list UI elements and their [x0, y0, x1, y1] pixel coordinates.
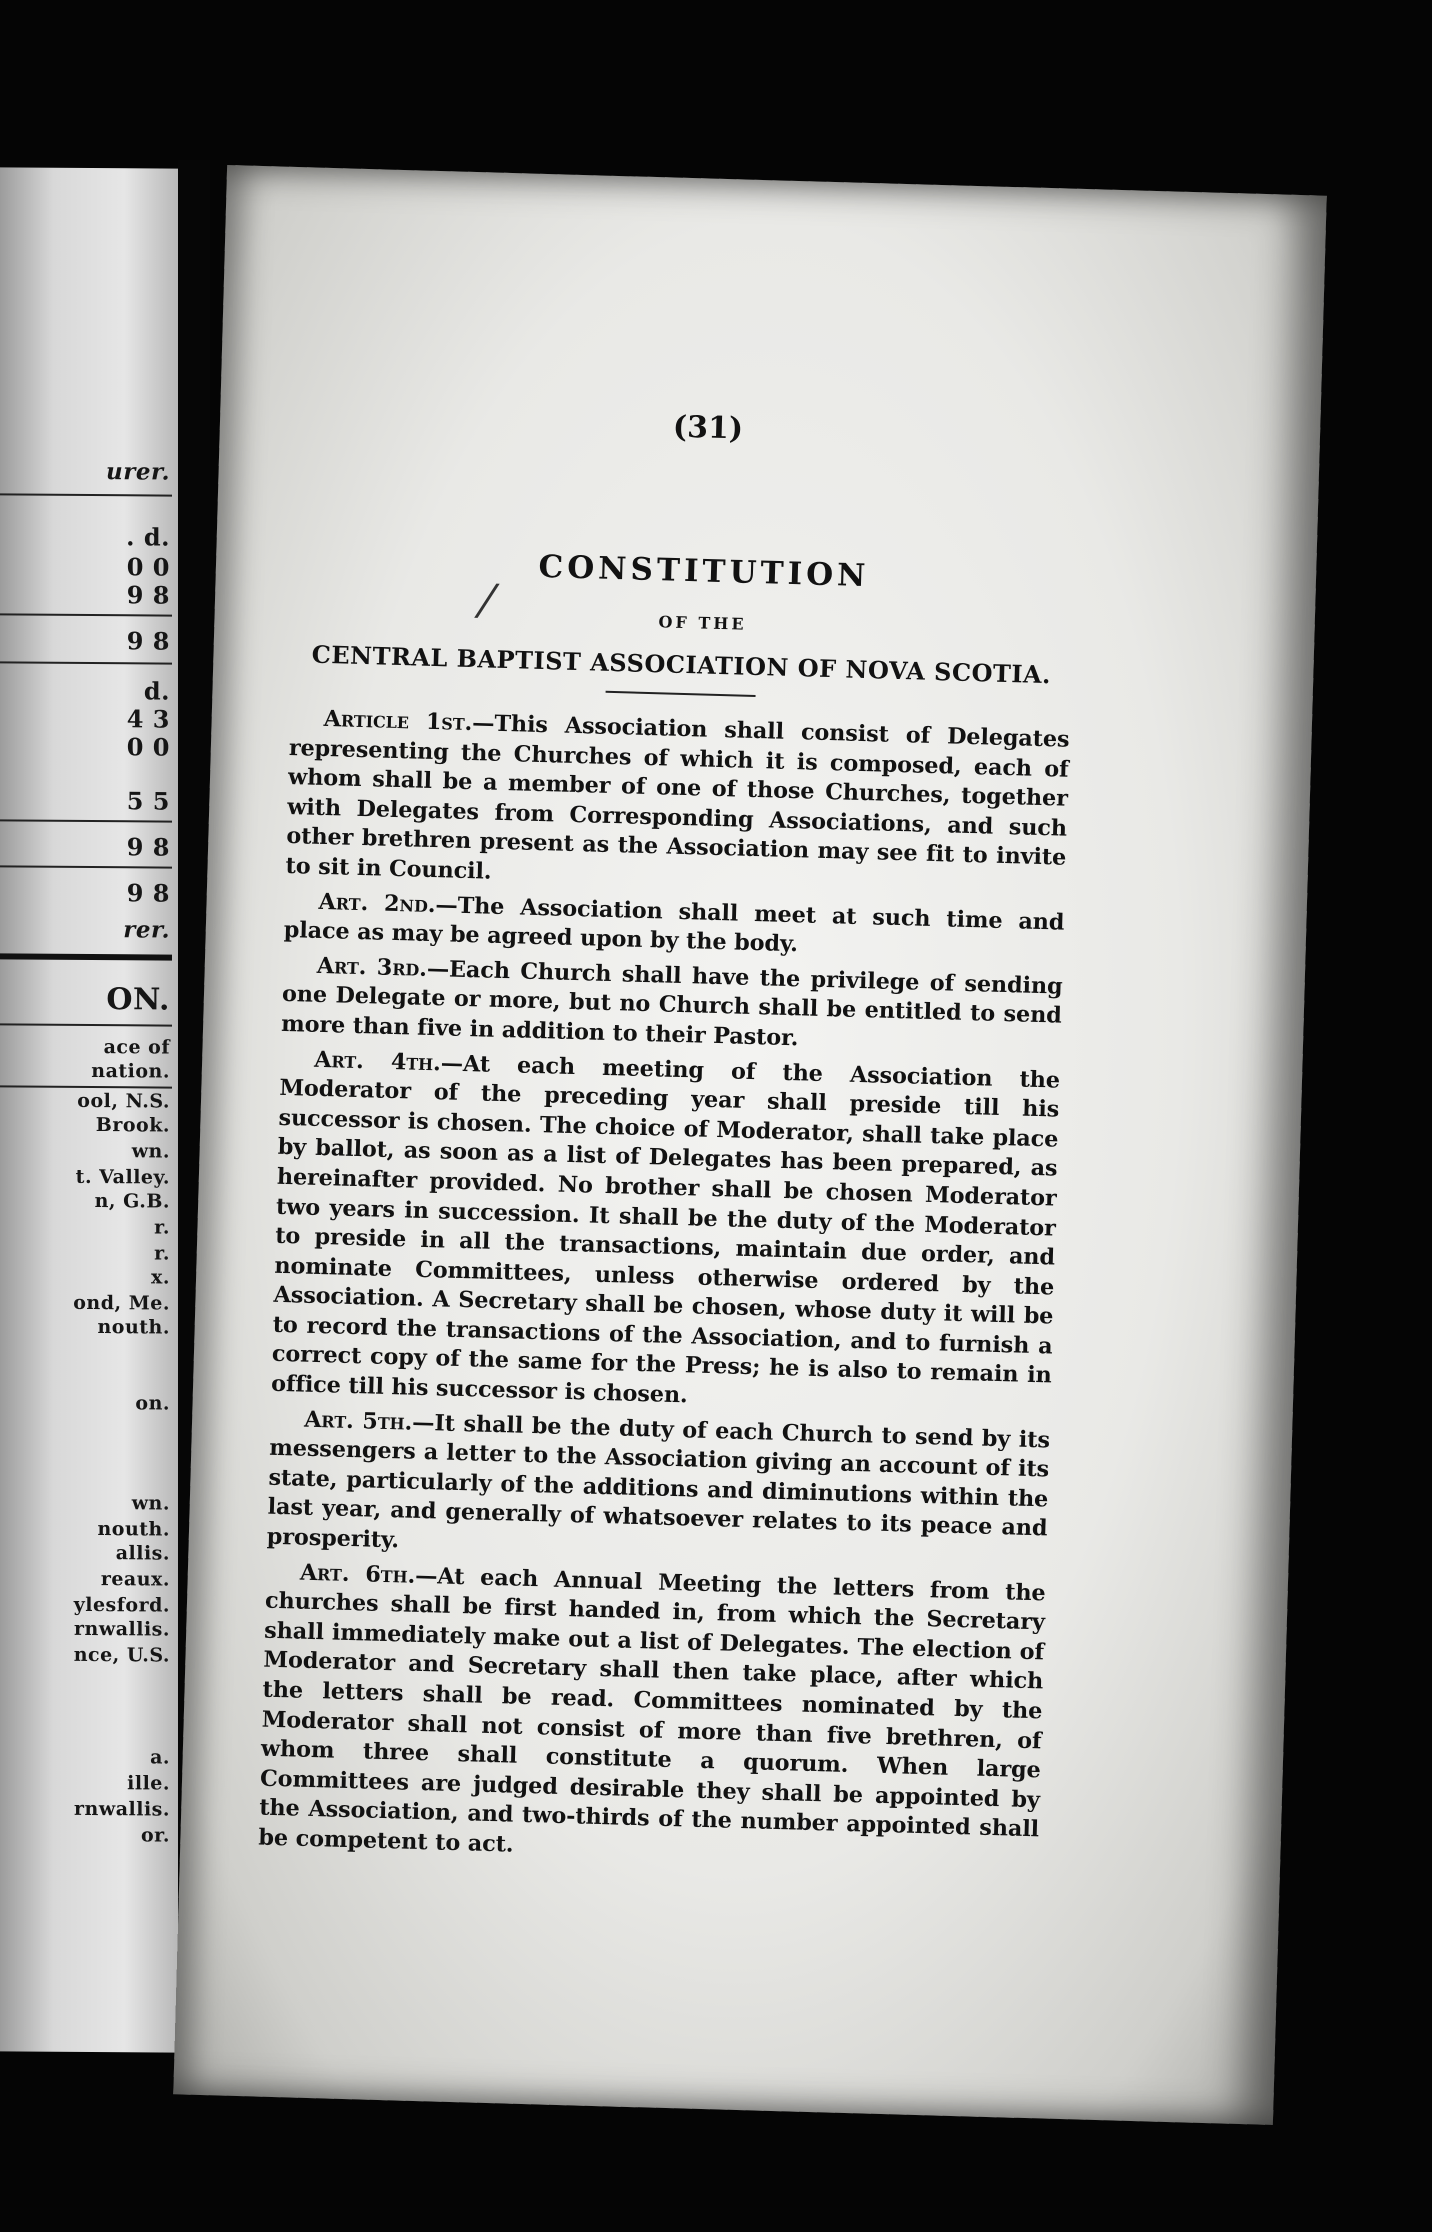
left-line: r. [154, 1216, 170, 1239]
title-connector: OF THE [658, 612, 747, 634]
left-line: a. [150, 1746, 170, 1769]
article-lead: Art. 3rd. [316, 952, 428, 982]
left-line: . d. [126, 522, 170, 552]
pencil-mark: ⁄ [482, 574, 492, 629]
article-lead: Article 1st. [323, 705, 473, 737]
left-line: ool, N.S. [77, 1089, 170, 1113]
article-lead: Art. 6th. [299, 1559, 416, 1589]
left-line: rnwallis. [74, 1617, 170, 1641]
left-line: ace of [103, 1036, 170, 1059]
left-line: ond, Me. [73, 1291, 170, 1315]
article-6 [258, 1557, 1046, 1875]
left-line: on. [135, 1392, 170, 1415]
left-line: x. [151, 1266, 170, 1289]
page-content [258, 399, 1078, 1880]
left-line: rer. [123, 916, 170, 944]
article-lead: Art. 5th. [303, 1406, 413, 1436]
left-line: wn. [131, 1140, 170, 1163]
left-line: Brook. [95, 1114, 170, 1137]
left-line: d. [143, 676, 170, 706]
page-number: (31) [672, 409, 744, 447]
left-line: ON. [106, 982, 170, 1018]
left-line: rnwallis. [74, 1797, 170, 1821]
book-page [173, 165, 1326, 2125]
divider [0, 1085, 172, 1088]
article-5 [266, 1404, 1050, 1574]
left-line: ille. [127, 1772, 170, 1795]
left-line: 0 0 [126, 552, 170, 582]
divider [0, 953, 172, 960]
article-lead: Art. 4th. [313, 1046, 442, 1076]
article-text: —At each meeting of the Association the Moderator of the preceding year shall preside till his successor is chosen. The choice of Moderator, shall take place by ballot, as soon as a list of Delegates has been prepared, as hereinafter provided. No brother shall be chosen Moderator two years in succession. It shall be the duty of the Moderator to preside in all the transactions, maintain due order, and nominate Committees, unless otherwise ordered by the Association. A Secretary shall be chosen, whose duty it will be to record the transactions of the Association, and to furnish a correct copy of the same for the Press; he is also to remain in office till his successor is chosen. [270, 1049, 1061, 1409]
divider [0, 1023, 172, 1026]
left-line: 4 3 [126, 704, 170, 734]
article-text: —The Association shall meet at such time and place as may be agreed upon by the body. [283, 891, 1065, 958]
divider [0, 613, 172, 616]
article-4 [271, 1044, 1061, 1421]
left-line: wn. [131, 1492, 170, 1515]
left-line: reaux. [100, 1568, 170, 1591]
article-text: —Each Church shall have the privilege of sending one Delegate or more, but no Church shall be entitled to send more than five in addition to their Pastor. [280, 955, 1063, 1052]
left-line: 9 8 [126, 878, 170, 908]
title-divider [606, 691, 756, 697]
left-line: n, G.B. [94, 1190, 170, 1213]
left-line: ylesford. [73, 1593, 170, 1617]
page-subtitle: CENTRAL BAPTIST ASSOCIATION OF NOVA SCOTIA. [311, 639, 1052, 690]
left-line: or. [140, 1824, 170, 1847]
divider [0, 865, 172, 868]
divider [0, 493, 172, 496]
divider [0, 819, 172, 822]
left-line: 9 8 [126, 580, 170, 610]
left-line: r. [154, 1242, 170, 1265]
divider [0, 661, 172, 664]
left-line: 9 8 [126, 832, 170, 862]
left-line: 0 0 [126, 732, 170, 762]
article-1 [285, 704, 1070, 903]
article-text: —It shall be the duty of each Church to send by its messengers a letter to the Association giving an account of its state, particularly of the additions and diminutions within the last year, and generally of whatsoever relates to its peace and prosperity. [266, 1409, 1051, 1554]
left-line: nouth. [97, 1316, 170, 1339]
article-lead: Art. 2nd. [318, 888, 436, 918]
left-line: 9 8 [126, 626, 170, 656]
left-line: 5 5 [126, 786, 170, 816]
page-title: CONSTITUTION [538, 548, 870, 595]
left-line: nouth. [97, 1518, 170, 1541]
left-line: nation. [91, 1060, 170, 1083]
left-line: nce, U.S. [73, 1643, 170, 1667]
article-3 [281, 951, 1063, 1062]
article-text: —This Association shall consist of Delegates representing the Churches of which it is composed, each of whom shall be a member of one of those Churches, together with Delegates from Corresponding Associations, and such other brethren present as the Association may see fit to invite to sit in Council. [285, 710, 1070, 885]
left-page-fragment [0, 167, 178, 2052]
left-line: urer. [106, 458, 170, 486]
left-line: allis. [115, 1542, 170, 1565]
left-line: t. Valley. [75, 1165, 170, 1189]
article-text: —At each Annual Meeting the letters from the churches shall be first handed in, from which the Secretary shall immediately make out a list of Delegates. The election of Moderator and Secretary shall then take place, after which the letters shall be read. Committees nominated by the Moderator shall not consist of more than five brethren, of whom three shall constitute a quorum. When large Committees are judged desirable they shall be appointed by the Association, and two-thirds of the number appointed shall be competent to act. [258, 1562, 1046, 1858]
